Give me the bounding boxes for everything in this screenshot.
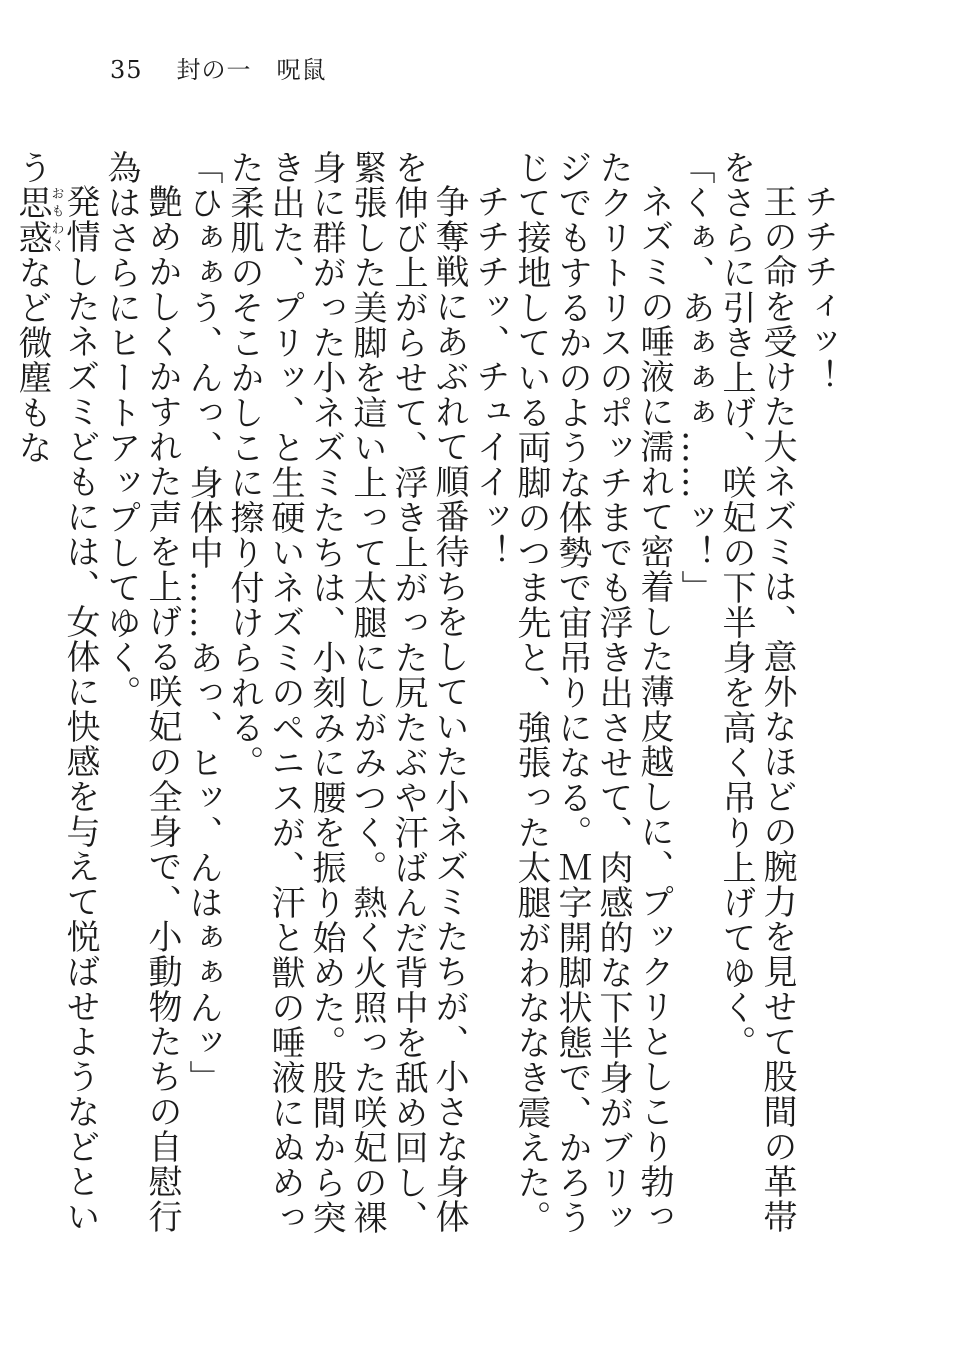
paragraph: チチチィッ！ <box>798 184 838 394</box>
paragraph: 争奪戦にあぶれて順番待ちをしていた小ネズミたちが、小さな身体を伸び上がらせて、浮き上がった尻たぶや汗ばんだ背中を舐め回し、緊張した美脚を這い上って太腿にしがみつく。熱く火照った咲妃の裸身に群がった小ネズミたちは、小刻みに腰を振り始めた。股間から突き出た、プリッ、と生硬いネズミのペニスが、汗と獣の唾液にぬめった柔肌のそこかしこに擦り付けられる。 <box>224 150 469 1235</box>
paragraph-text: など微塵もな <box>12 255 52 465</box>
paragraph: ネズミの唾液に濡れて密着した薄皮越しに、プックリとしこり勃ったクリトリスのポッチまでも浮き出させて、肉感的な下半身がブリッジでもするかのような体勢で宙吊りになる。Ｍ字開脚状態で、かろうじて接地している両脚のつま先と、強張った太腿がわななき震えた。 <box>511 150 674 1235</box>
chapter-title: 封の一 呪鼠 <box>176 56 327 84</box>
paragraph-with-ruby <box>11 150 100 1260</box>
paragraph: チチチッ、チュイイッ！ <box>470 184 510 569</box>
paragraph-text: 発情したネズミどもには、女体に快感を与えて悦ばせようなどという <box>12 150 100 1234</box>
paragraph: 艶めかしくかすれた声を上げる咲妃の全身で、小動物たちの自慰行為はさらにヒートアップしてゆく。 <box>101 150 182 1234</box>
ruby-annotation <box>12 185 64 255</box>
paragraph: 王の命を受けた大ネズミは、意外なほどの腕力を見せて股間の革帯をさらに引き上げ、咲妃の下半身を高く吊り上げてゆく。 <box>716 150 797 1234</box>
ruby-reading: おもわく <box>48 185 64 255</box>
vertical-body-text <box>12 150 838 1260</box>
page-number: 35 <box>110 56 143 84</box>
ruby-base: 思惑 <box>12 185 52 255</box>
dialogue-line: 「ひぁぁう、んっ、身体中……あっ、ヒッ、んはぁぁんッ」 <box>183 150 223 1095</box>
running-header <box>110 50 327 85</box>
dialogue-line: 「くぁ、あぁぁぁ……ッ！」 <box>675 150 715 605</box>
